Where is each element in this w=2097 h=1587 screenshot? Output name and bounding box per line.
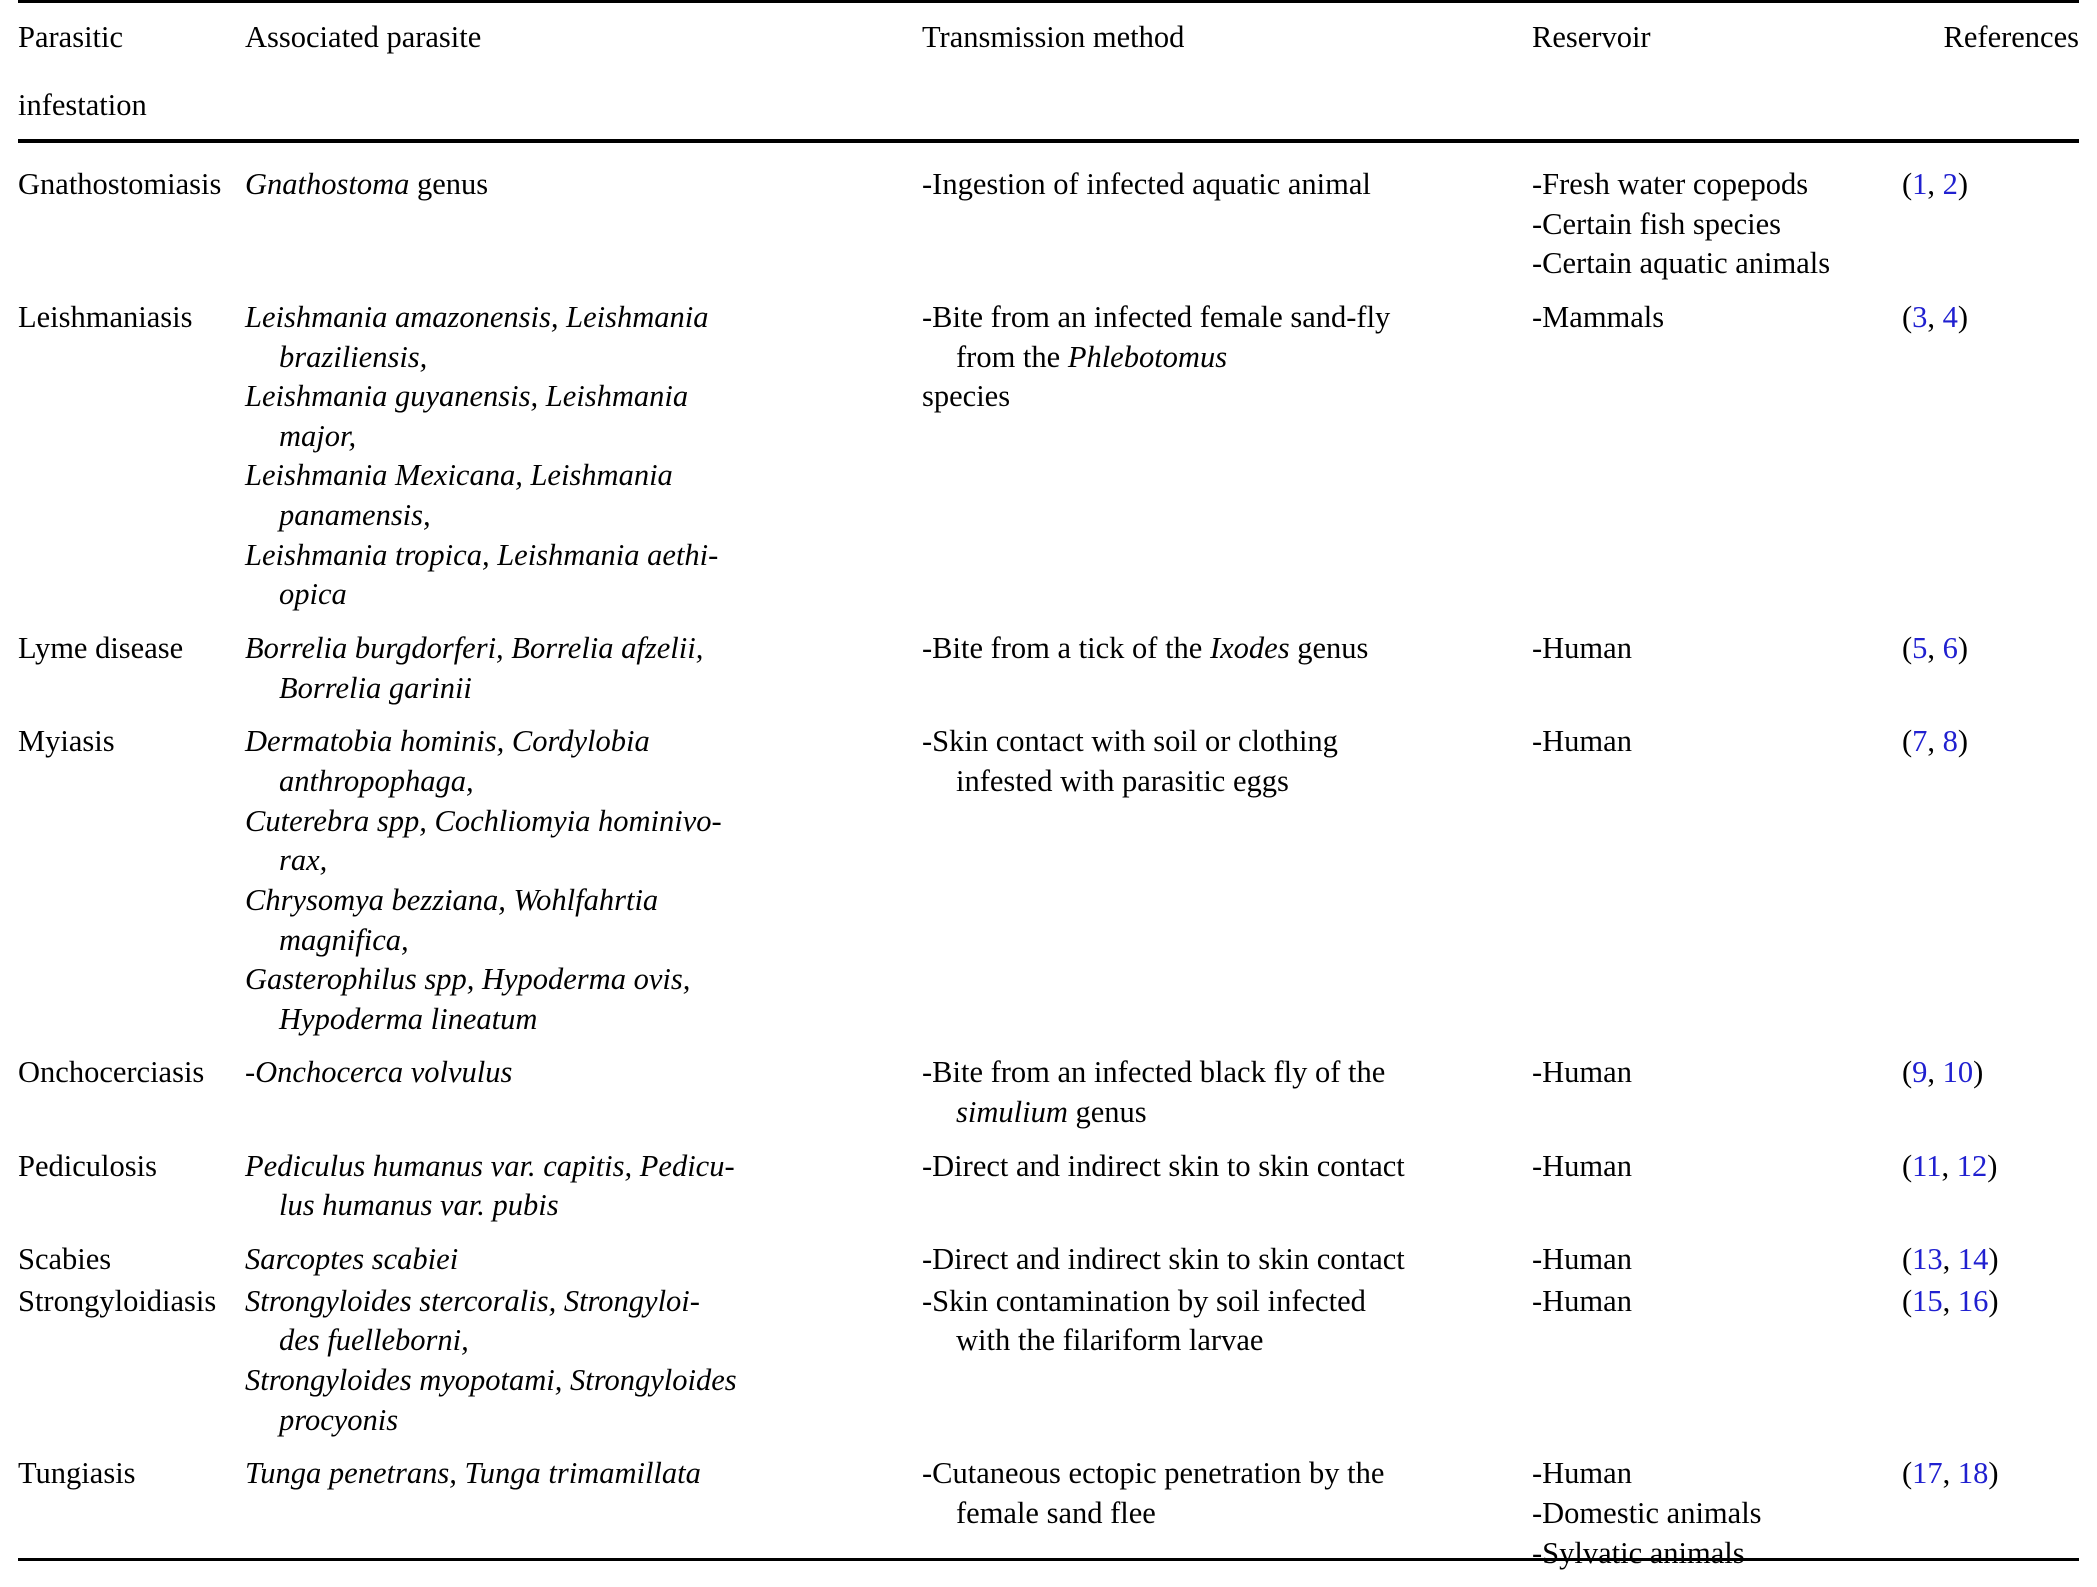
row-spacer-cell (18, 1440, 2079, 1454)
transmission-list (922, 1454, 1518, 1533)
cell-associated-parasite (245, 141, 922, 284)
transmission-line: -Skin contact with soil or clothing (922, 724, 1338, 759)
cell-parasitic-infestation (18, 1147, 245, 1226)
reservoir-line: -Sylvatic animals (1532, 1535, 1745, 1570)
table-row (18, 1240, 2079, 1280)
transmission-line: -Direct and indirect skin to skin contact (922, 1242, 1405, 1277)
row-spacer-cell (18, 1133, 2079, 1147)
parasite-line: Leishmania amazonensis, Leishmania (245, 299, 709, 334)
parasite-line: Tunga penetrans, Tunga trimamillata (245, 1456, 701, 1491)
cell-parasitic-infestation (18, 1454, 245, 1573)
reference-link[interactable]: 5 (1912, 631, 1928, 666)
parasite-line: magnifica, (279, 922, 409, 957)
reservoir-line: -Certain fish species (1532, 206, 1782, 241)
parasite-line: Borrelia burgdorferi, Borrelia afzelii, (245, 631, 704, 666)
transmission-list (922, 1240, 1518, 1280)
cell-reservoir (1532, 1053, 1902, 1132)
parasite-line: Sarcoptes scabiei (245, 1242, 459, 1277)
reservoir-list (1532, 165, 1888, 284)
parasite-list (245, 165, 908, 205)
reference-citation[interactable]: (7, 8) (1902, 724, 1969, 759)
reference-citation[interactable]: (9, 10) (1902, 1055, 1984, 1090)
cell-associated-parasite (245, 1240, 922, 1280)
table-row (18, 629, 2079, 708)
parasite-line: -Onchocerca volvulus (245, 1055, 513, 1090)
reservoir-line: -Human (1532, 1242, 1632, 1277)
reservoir-list (1532, 1053, 1888, 1093)
cell-parasitic-infestation (18, 1053, 245, 1132)
row-spacer (18, 1226, 2079, 1240)
row-spacer-cell (18, 708, 2079, 722)
cell-transmission-method (922, 1053, 1532, 1132)
transmission-line: -Direct and indirect skin to skin contact (922, 1148, 1405, 1183)
reservoir-list (1532, 298, 1888, 338)
transmission-line: -Bite from a tick of the Ixodes genus (922, 631, 1369, 666)
cell-references (1902, 1454, 2079, 1573)
cell-reservoir (1532, 1454, 1902, 1573)
reservoir-line: -Human (1532, 724, 1632, 759)
row-spacer (18, 1573, 2079, 1587)
parasite-line: procyonis (279, 1402, 399, 1437)
row-spacer (18, 615, 2079, 629)
cell-references (1902, 629, 2079, 708)
table-head (18, 2, 2079, 142)
cell-associated-parasite (245, 629, 922, 708)
reference-link[interactable]: 15 (1912, 1283, 1943, 1318)
parasite-line: Leishmania tropica, Leishmania aethi- (245, 537, 719, 572)
reference-link[interactable]: 9 (1912, 1055, 1928, 1090)
cell-associated-parasite (245, 1454, 922, 1573)
reservoir-list (1532, 722, 1888, 762)
cell-reservoir (1532, 1147, 1902, 1226)
parasite-line: panamensis, (279, 498, 431, 533)
cell-references (1902, 1147, 2079, 1226)
reference-link[interactable]: 10 (1942, 1055, 1974, 1090)
reference-link[interactable]: 17 (1912, 1456, 1943, 1491)
reservoir-line: -Human (1532, 1456, 1632, 1491)
cell-reservoir (1532, 141, 1902, 284)
parasite-line: Cuterebra spp, Cochliomyia hominivo- (245, 803, 722, 838)
transmission-line: with the filariform larvae (956, 1323, 1264, 1358)
cell-parasitic-infestation (18, 1282, 245, 1441)
transmission-list (922, 722, 1518, 801)
cell-reservoir (1532, 1240, 1902, 1280)
infestation-name: Tungiasis (18, 1456, 136, 1491)
reference-citation[interactable]: (13, 14) (1902, 1242, 1999, 1277)
infestation-name: Myiasis (18, 724, 115, 759)
transmission-list (922, 298, 1518, 417)
transmission-line: simulium genus (956, 1095, 1147, 1130)
cell-parasitic-infestation (18, 298, 245, 615)
reference-citation[interactable]: (1, 2) (1902, 167, 1969, 201)
table-row (18, 722, 2079, 1039)
reservoir-list (1532, 1282, 1888, 1322)
reservoir-line: -Mammals (1532, 299, 1665, 334)
cell-parasitic-infestation (18, 629, 245, 708)
cell-transmission-method (922, 1282, 1532, 1441)
cell-associated-parasite (245, 1053, 922, 1132)
row-spacer-cell (18, 284, 2079, 298)
reference-link[interactable]: 11 (1912, 1148, 1942, 1183)
reservoir-list (1532, 1454, 1888, 1573)
row-spacer-cell (18, 1573, 2079, 1587)
reference-citation[interactable]: (17, 18) (1902, 1456, 1999, 1491)
transmission-line: -Bite from an infected black fly of the (922, 1055, 1386, 1090)
transmission-list (922, 1147, 1518, 1187)
table-row (18, 1053, 2079, 1132)
transmission-list (922, 629, 1518, 669)
parasite-list (245, 1053, 908, 1093)
reference-link[interactable]: 13 (1912, 1242, 1943, 1277)
parasite-list (245, 1454, 908, 1494)
parasite-line: Leishmania Mexicana, Leishmania (245, 458, 673, 493)
parasitic-infestation-table (18, 0, 2079, 1587)
parasite-line: Gasterophilus spp, Hypoderma ovis, (245, 962, 691, 997)
parasite-line: Strongyloides myopotami, Strongyloides (245, 1362, 737, 1397)
cell-references (1902, 1282, 2079, 1441)
cell-transmission-method (922, 1147, 1532, 1226)
cell-reservoir (1532, 298, 1902, 615)
transmission-line: -Cutaneous ectopic penetration by the (922, 1456, 1385, 1491)
infestation-name: Leishmaniasis (18, 299, 193, 334)
infestation-name: Pediculosis (18, 1148, 157, 1183)
infestation-name: Scabies (18, 1242, 112, 1277)
parasite-line: Gnathostoma genus (245, 167, 489, 201)
table-row (18, 298, 2079, 615)
parasite-line: Chrysomya bezziana, Wohlfahrtia (245, 882, 659, 917)
reference-link[interactable]: 6 (1942, 631, 1958, 666)
cell-references (1902, 141, 2079, 284)
row-spacer (18, 1440, 2079, 1454)
cell-associated-parasite (245, 1147, 922, 1226)
cell-parasitic-infestation (18, 1240, 245, 1280)
column-header-parasitic-infestation: Parasitic infestation (18, 2, 245, 142)
infestation-name: Gnathostomiasis (18, 167, 222, 201)
reference-link[interactable]: 12 (1956, 1148, 1988, 1183)
row-spacer (18, 1133, 2079, 1147)
parasite-list (245, 1240, 908, 1280)
cell-transmission-method (922, 1454, 1532, 1573)
cell-references (1902, 722, 2079, 1039)
column-header-reservoir: Reservoir (1532, 2, 1902, 142)
parasite-line: major, (279, 418, 357, 453)
column-header-references: References (1902, 2, 2079, 142)
reference-link[interactable]: 2 (1942, 167, 1958, 201)
transmission-line: female sand flee (956, 1495, 1156, 1530)
row-spacer (18, 708, 2079, 722)
reference-citation[interactable]: (5, 6) (1902, 631, 1969, 666)
reservoir-line: -Certain aquatic animals (1532, 246, 1831, 281)
parasite-line: des fuelleborni, (279, 1323, 469, 1358)
cell-transmission-method (922, 1240, 1532, 1280)
parasite-line: anthropophaga, (279, 763, 474, 798)
reservoir-line: -Human (1532, 631, 1632, 666)
reference-link[interactable]: 7 (1912, 724, 1928, 759)
parasite-line: Borrelia garinii (279, 670, 472, 705)
parasite-list (245, 722, 908, 1039)
transmission-list (922, 1053, 1518, 1132)
reservoir-line: -Human (1532, 1148, 1632, 1183)
cell-references (1902, 298, 2079, 615)
cell-references (1902, 1240, 2079, 1280)
parasite-line: Strongyloides stercoralis, Strongyloi- (245, 1283, 700, 1318)
parasite-list (245, 1147, 908, 1226)
table-header-row (18, 2, 2079, 142)
cell-transmission-method (922, 722, 1532, 1039)
parasite-list (245, 298, 908, 615)
reference-link[interactable]: 1 (1912, 167, 1928, 201)
table-row (18, 1147, 2079, 1226)
parasite-line: rax, (279, 843, 328, 878)
parasite-list (245, 1282, 908, 1441)
reservoir-line: -Human (1532, 1283, 1632, 1318)
transmission-line: species (922, 379, 1011, 414)
parasite-line: Leishmania guyanensis, Leishmania (245, 379, 689, 414)
reservoir-line: -Human (1532, 1055, 1632, 1090)
reservoir-line: -Domestic animals (1532, 1495, 1762, 1530)
reservoir-line: -Fresh water copepods (1532, 167, 1809, 201)
reservoir-list (1532, 1240, 1888, 1280)
cell-associated-parasite (245, 722, 922, 1039)
row-spacer-cell (18, 1039, 2079, 1053)
parasite-line: opica (279, 577, 347, 612)
row-spacer-cell (18, 615, 2079, 629)
cell-reservoir (1532, 722, 1902, 1039)
cell-transmission-method (922, 298, 1532, 615)
cell-reservoir (1532, 1282, 1902, 1441)
reservoir-list (1532, 1147, 1888, 1187)
table-row (18, 1282, 2079, 1441)
reference-link[interactable]: 3 (1912, 299, 1928, 334)
parasite-list (245, 629, 908, 708)
table-row (18, 1454, 2079, 1573)
infestation-name: Lyme disease (18, 631, 184, 666)
column-header-associated-parasite: Associated parasite (245, 2, 922, 142)
transmission-list (922, 165, 1518, 205)
cell-reservoir (1532, 629, 1902, 708)
transmission-line: -Ingestion of infected aquatic animal (922, 167, 1371, 201)
transmission-list (922, 1282, 1518, 1361)
parasite-line: braziliensis, (279, 339, 428, 374)
reference-link[interactable]: 16 (1957, 1283, 1989, 1318)
cell-parasitic-infestation (18, 722, 245, 1039)
parasite-line: Pediculus humanus var. capitis, Pedicu- (245, 1148, 735, 1183)
cell-parasitic-infestation (18, 141, 245, 284)
cell-transmission-method (922, 141, 1532, 284)
column-header-transmission-method: Transmission method (922, 2, 1532, 142)
reference-link[interactable]: 8 (1942, 724, 1958, 759)
transmission-line: -Bite from an infected female sand-fly (922, 299, 1391, 334)
row-spacer-cell (18, 1226, 2079, 1240)
reference-citation[interactable]: (15, 16) (1902, 1283, 1999, 1318)
reference-link[interactable]: 4 (1942, 299, 1958, 334)
cell-transmission-method (922, 629, 1532, 708)
transmission-line: from the Phlebotomus (956, 339, 1228, 374)
table-body (18, 141, 2079, 1587)
transmission-line: infested with parasitic eggs (956, 763, 1289, 798)
cell-references (1902, 1053, 2079, 1132)
reference-link[interactable]: 14 (1957, 1242, 1989, 1277)
parasite-line: Dermatobia hominis, Cordylobia (245, 724, 650, 759)
table-bottom-rule (18, 1558, 2079, 1561)
parasite-line: lus humanus var. pubis (279, 1188, 559, 1223)
infestation-name: Onchocerciasis (18, 1055, 205, 1090)
row-spacer (18, 284, 2079, 298)
reference-citation[interactable]: (3, 4) (1902, 299, 1969, 334)
reservoir-list (1532, 629, 1888, 669)
transmission-line: -Skin contamination by soil infected (922, 1283, 1366, 1318)
parasite-line: Hypoderma lineatum (279, 1001, 538, 1036)
cell-associated-parasite (245, 1282, 922, 1441)
infestation-name: Strongyloidiasis (18, 1283, 217, 1318)
row-spacer (18, 1039, 2079, 1053)
reference-link[interactable]: 18 (1957, 1456, 1989, 1491)
reference-citation[interactable]: (11, 12) (1902, 1148, 1998, 1183)
table-row (18, 141, 2079, 284)
cell-associated-parasite (245, 298, 922, 615)
